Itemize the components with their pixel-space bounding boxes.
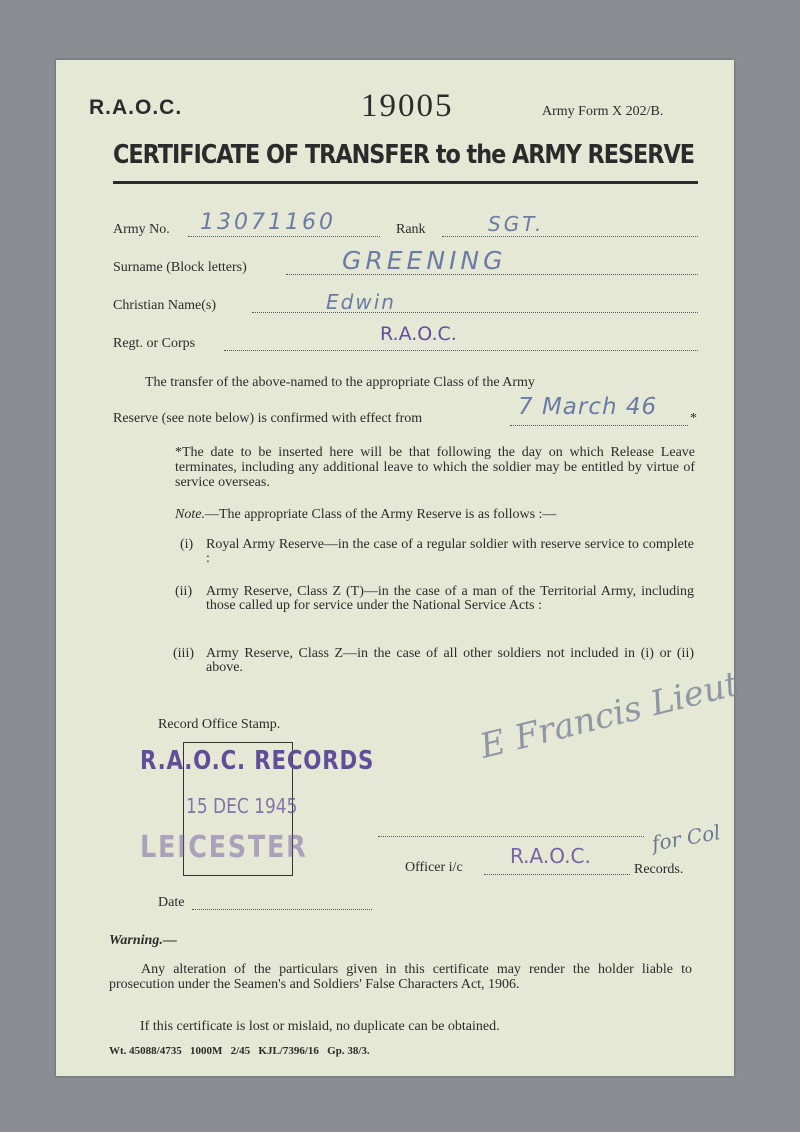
for-col-handwriting: for Col bbox=[650, 819, 723, 856]
regt-corps-label: Regt. or Corps bbox=[113, 336, 196, 351]
form-number: Army Form X 202/B. bbox=[542, 104, 664, 119]
regt-corps-stamp: R.A.O.C. bbox=[380, 323, 457, 345]
note-item-text: Royal Army Reserve—in the case of a regular soldier with reserve service to complete : bbox=[206, 537, 694, 566]
footnote-text: *The date to be inserted here will be that following the day on which Release Leave terminates, including any additional leave to which the soldier may be entitled by virtue of service overseas. bbox=[175, 445, 695, 490]
rank-dots bbox=[442, 236, 698, 237]
note-item-number: (ii) bbox=[175, 584, 193, 599]
records-label: Records. bbox=[634, 862, 684, 877]
printer-imprint: Wt. 45088/4735 1000M 2/45 KJL/7396/16 Gp. 38/3. bbox=[109, 1045, 370, 1057]
note-item-text: Army Reserve, Class Z (T)—in the case of a man of the Territorial Army, including those called up for service under the National Service Acts : bbox=[206, 584, 694, 613]
officer-label: Officer i/c bbox=[405, 860, 463, 875]
note-label: Note. bbox=[175, 507, 205, 522]
warning-label: Warning.— bbox=[109, 933, 177, 948]
surname-value: GREENING bbox=[342, 246, 507, 275]
header-corps: R.A.O.C. bbox=[89, 96, 183, 119]
rank-label: Rank bbox=[396, 222, 426, 237]
lost-notice: If this certificate is lost or mislaid, no duplicate can be obtained. bbox=[140, 1019, 500, 1034]
christian-name-value: Edwin bbox=[326, 290, 396, 314]
regt-corps-dots bbox=[224, 350, 698, 351]
effect-date-asterisk: * bbox=[690, 411, 697, 426]
date-dots bbox=[192, 909, 372, 910]
stamp-date-line: 15 DEC 1945 bbox=[186, 794, 298, 818]
transfer-line-2: Reserve (see note below) is confirmed with effect from bbox=[113, 411, 423, 426]
surname-label: Surname (Block letters) bbox=[113, 260, 247, 275]
rank-value: SGT. bbox=[488, 212, 545, 236]
document-title: CERTIFICATE OF TRANSFER to the ARMY RESERVE bbox=[113, 140, 694, 170]
record-office-stamp-label: Record Office Stamp. bbox=[158, 717, 281, 732]
note-item-number: (i) bbox=[180, 537, 194, 552]
note-item-text: Army Reserve, Class Z—in the case of all other soldiers not included in (i) or (ii) above. bbox=[206, 646, 694, 675]
effect-date-dots bbox=[510, 425, 688, 426]
army-no-value: 13071160 bbox=[200, 210, 336, 235]
note-item-number: (iii) bbox=[173, 646, 194, 661]
note-text: —The appropriate Class of the Army Reserve is as follows :— bbox=[204, 507, 557, 522]
date-label: Date bbox=[158, 895, 185, 910]
note-paragraph bbox=[175, 507, 695, 522]
christian-name-label: Christian Name(s) bbox=[113, 298, 217, 313]
warning-text: Any alteration of the particulars given in this certificate may render the holder liable to prosecution under the Seamen's and Soldiers' False Characters Act, 1906. bbox=[109, 962, 692, 992]
officer-unit-stamp: R.A.O.C. bbox=[510, 844, 591, 868]
christian-name-dots bbox=[252, 312, 698, 313]
signature-dots bbox=[378, 836, 644, 837]
stamp-location-line: LEICESTER bbox=[140, 830, 308, 865]
stamp-records-line: R.A.O.C. RECORDS bbox=[140, 746, 375, 776]
effect-date-value: 7 March 46 bbox=[518, 394, 658, 420]
title-underline bbox=[113, 181, 698, 184]
army-no-dots bbox=[188, 236, 380, 237]
officer-dots bbox=[484, 874, 630, 875]
army-no-label: Army No. bbox=[113, 222, 170, 237]
serial-number: 19005 bbox=[361, 88, 454, 124]
transfer-line-1: The transfer of the above-named to the appropriate Class of the Army bbox=[145, 375, 535, 390]
officer-signature: E Francis Lieut bbox=[476, 663, 743, 767]
certificate-document bbox=[56, 60, 743, 1076]
